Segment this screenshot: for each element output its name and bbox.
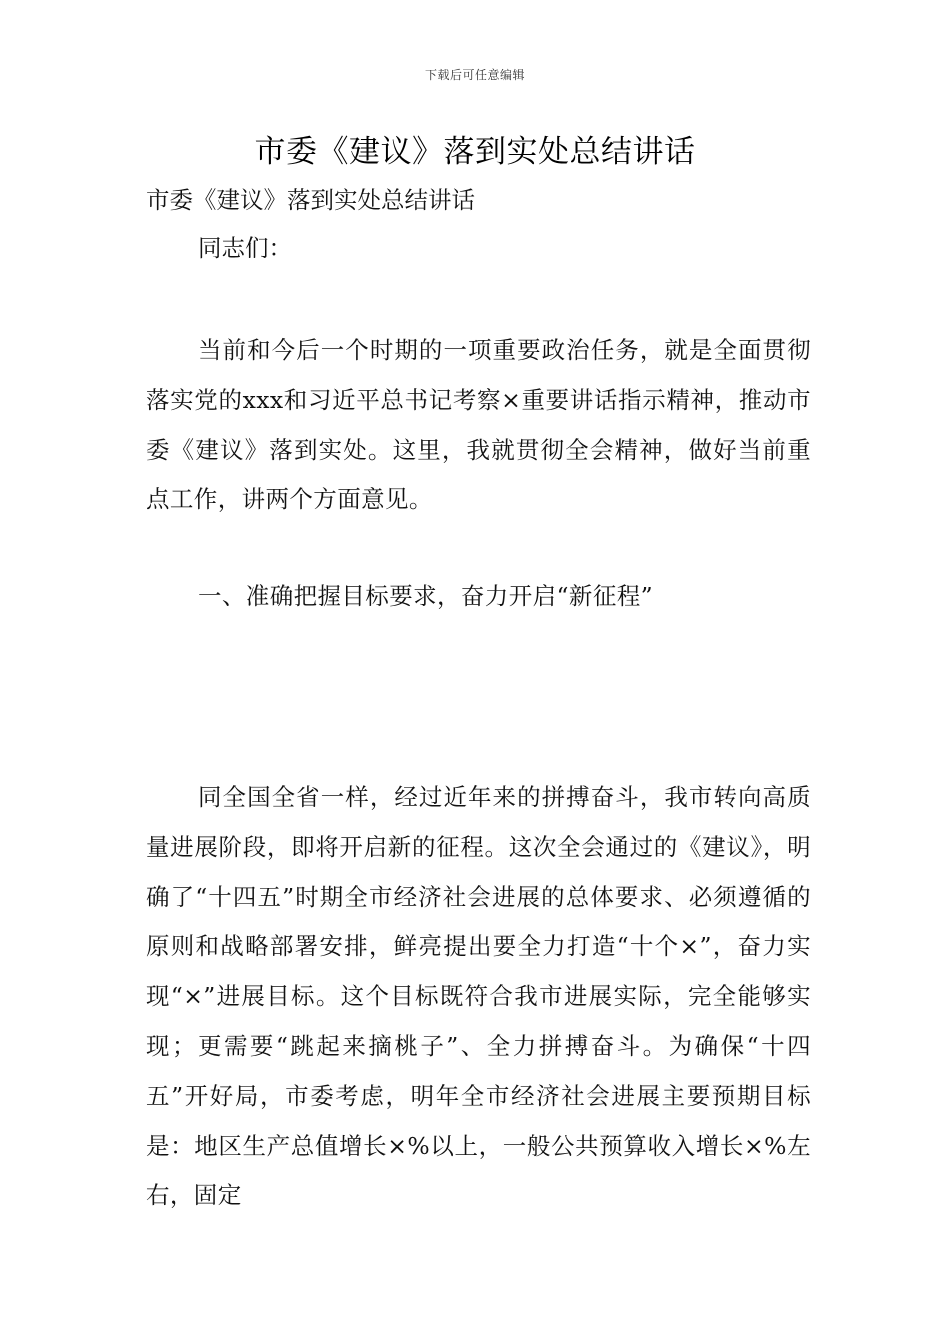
section-heading: 一、准确把握目标要求，奋力开启“新征程” <box>198 582 654 610</box>
paragraph-intro: 当前和今后一个时期的一项重要政治任务，就是全面贯彻落实党的xxx和习近平总书记考察×重要讲话指示精神，推动市委《建议》落到实处。这里，我就贯彻全会精神，做好当前重点工作，讲两个方面意见。 <box>146 336 811 514</box>
document-subtitle-line: 市委《建议》落到实处总结讲话 <box>146 186 475 214</box>
header-note: 下载后可任意编辑 <box>424 68 525 82</box>
document-title: 市委《建议》落到实处总结讲话 <box>254 134 696 170</box>
paragraph-section-one: 同全国全省一样，经过近年来的拼搏奋斗，我市转向高质量进展阶段，即将开启新的征程。这次全会通过的《建议》，明确了“十四五”时期全市经济社会进展的总体要求、必须遵循的原则和战略部署安排，鲜亮提出要全力打造“十个×”，奋力实现“×”进展目标。这个目标既符合我市进展实际，完全能够实现；更需要“跳起来摘桃子”、全力拼搏奋斗。为确保“十四五”开好局，市委考虑，明年全市经济社会进展主要预期目标是：地区生产总值增长×%以上，一般公共预算收入增长×%左右，固定 <box>146 783 811 1210</box>
salutation: 同志们： <box>198 234 292 262</box>
